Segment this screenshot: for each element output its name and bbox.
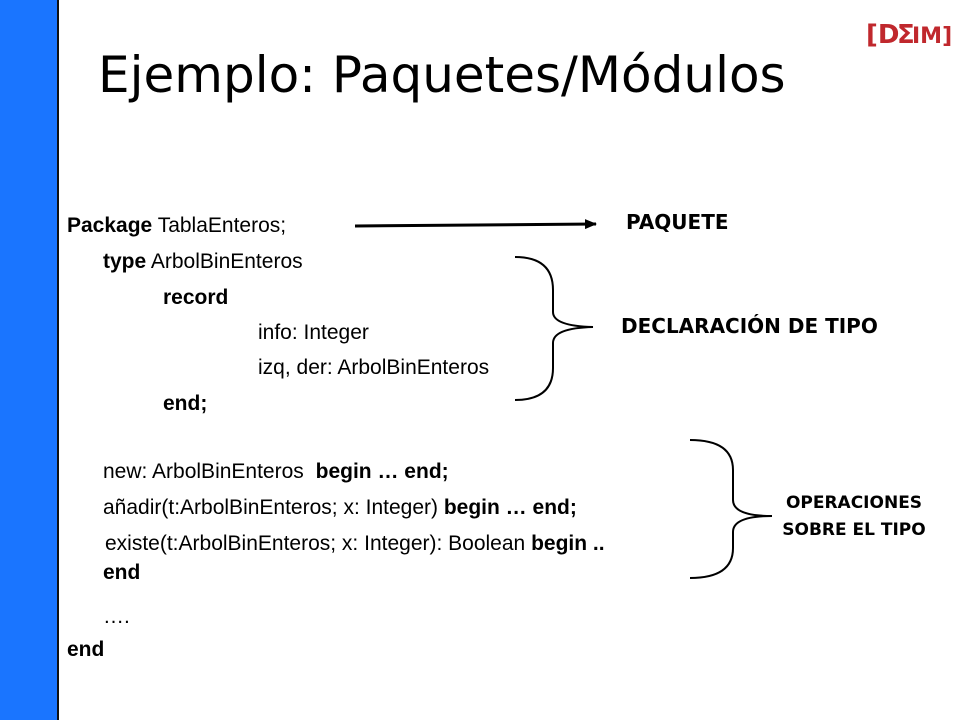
package-keyword: Package — [67, 214, 153, 237]
package-name: TablaEnteros; — [157, 214, 287, 237]
package-arrow — [355, 224, 596, 226]
code-ellipsis: …. — [103, 605, 130, 628]
label-operaciones — [760, 490, 948, 544]
label-paquete: PAQUETE — [626, 210, 729, 234]
label-operaciones-line1: OPERACIONES — [785, 493, 923, 513]
logo-text-left: [D — [866, 20, 900, 50]
op-existe-body: begin .. — [531, 532, 605, 555]
code-record-keyword: record — [163, 286, 229, 309]
op-anadir-body: begin … end; — [443, 496, 577, 519]
code-field-izq-der: izq, der: ArbolBinEnteros — [258, 356, 490, 379]
type-name: ArbolBinEnteros — [150, 250, 303, 273]
code-op-existe-end: end — [103, 561, 141, 584]
op-anadir-signature: añadir(t:ArbolBinEnteros; x: Integer) — [103, 496, 438, 519]
label-declaracion-tipo: DECLARACIÓN DE TIPO — [621, 314, 878, 338]
logo-text-right: IM] — [912, 24, 953, 49]
label-operaciones-line2: SOBRE EL TIPO — [782, 520, 926, 540]
type-brace — [515, 257, 593, 400]
type-keyword: type — [103, 250, 147, 273]
code-end-package: end — [67, 638, 105, 661]
op-existe-signature: existe(t:ArbolBinEnteros; x: Integer): Boolean — [105, 532, 526, 555]
op-new-body: begin … end; — [315, 460, 449, 483]
code-field-info: info: Integer — [258, 321, 369, 344]
slide-title: Ejemplo: Paquetes/Módulos — [98, 46, 786, 104]
logo-text-sigma: Σ — [897, 20, 915, 50]
op-new-signature: new: ArbolBinEnteros — [103, 460, 304, 483]
code-end-record: end; — [163, 392, 208, 415]
